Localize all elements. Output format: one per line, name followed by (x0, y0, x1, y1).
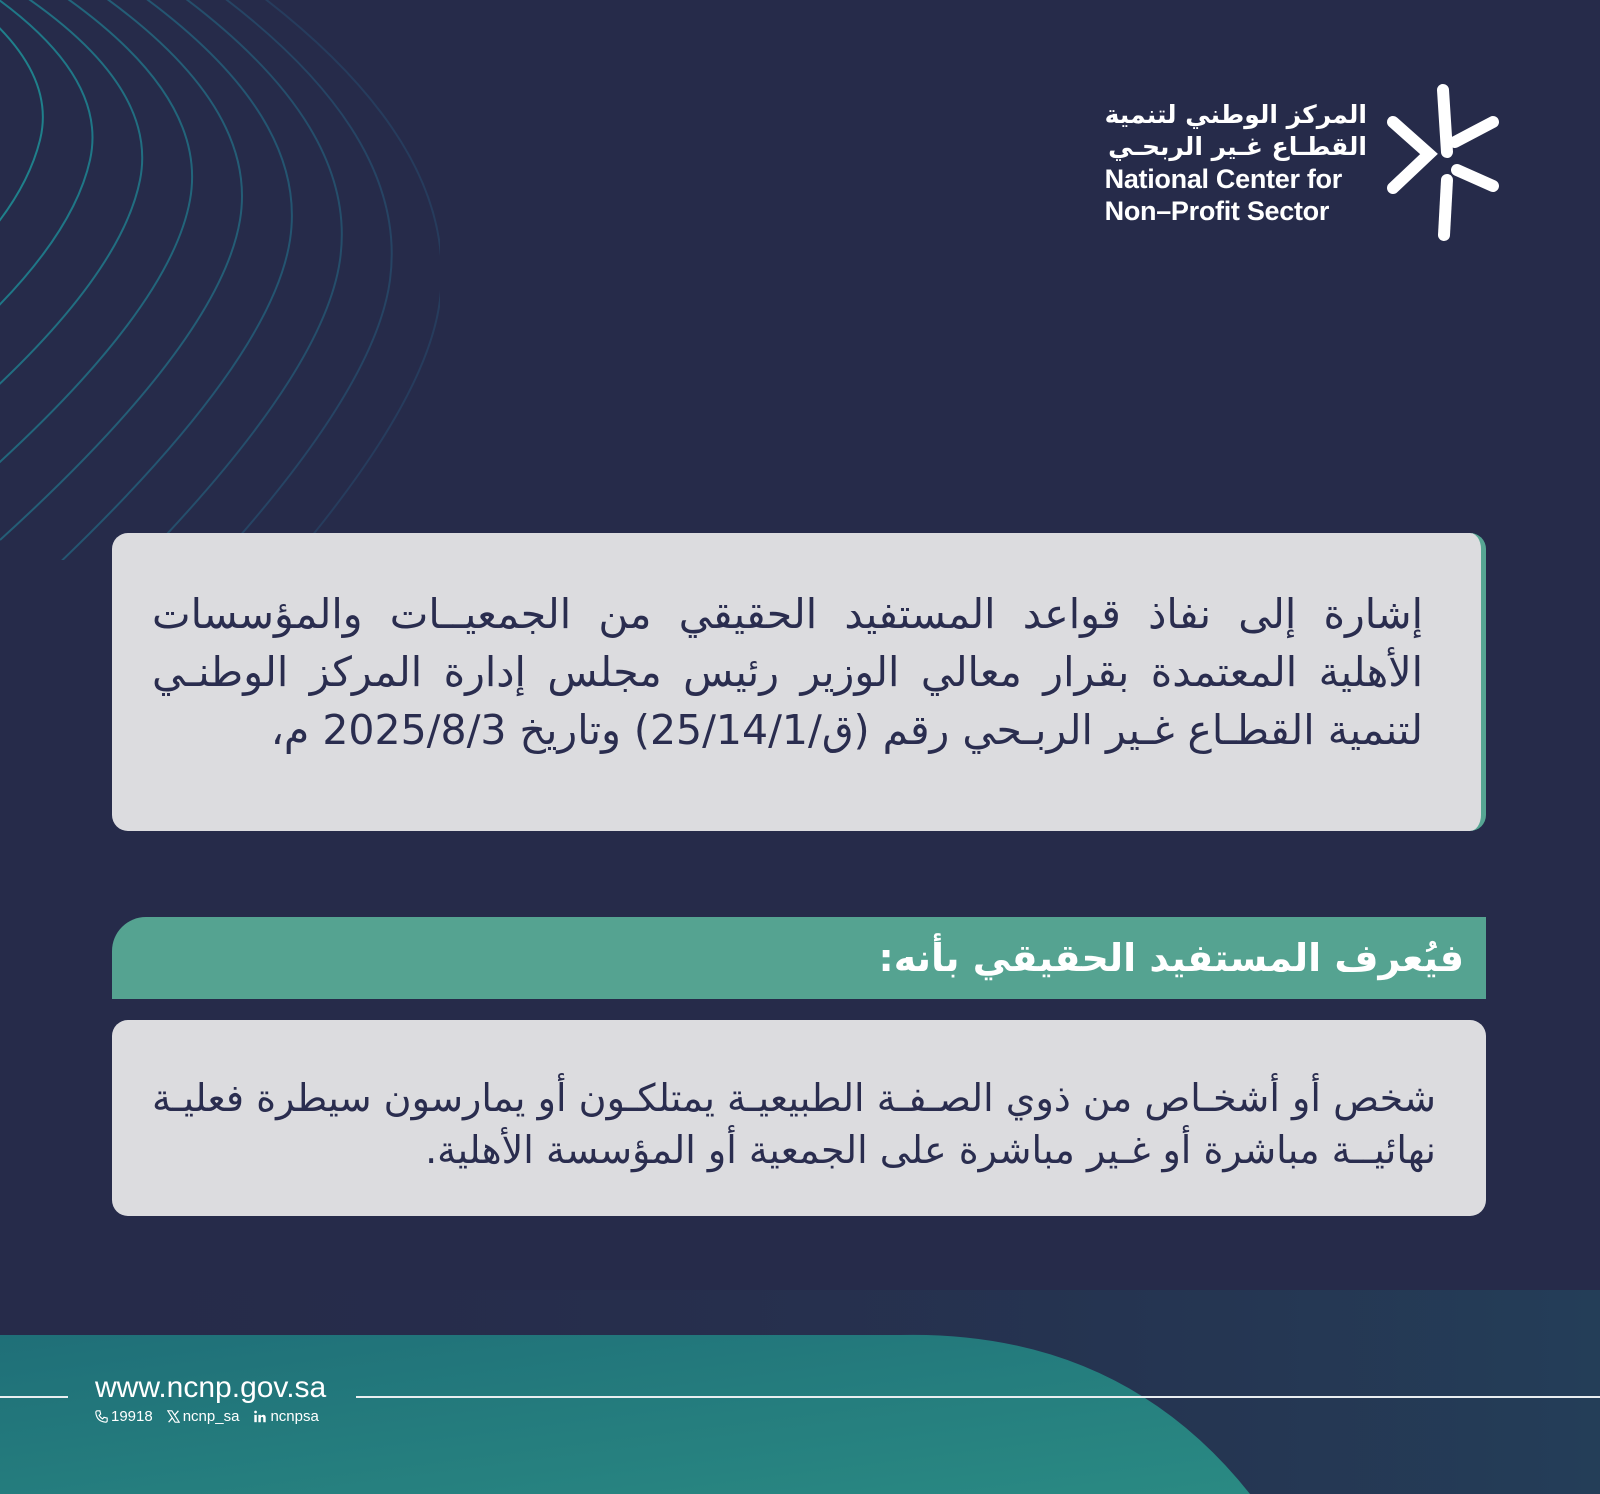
x-logo-icon (167, 1410, 180, 1423)
linkedin-contact[interactable] (253, 1408, 318, 1425)
footer-divider-right (356, 1396, 1600, 1398)
logo-arabic-line1: المركز الوطني لتنمية (1104, 99, 1367, 129)
phone-icon (95, 1410, 108, 1423)
definition-text: شخص أو أشخـاص من ذوي الصـفـة الطبيعيـة يمتلكـون أو يمارسون سيطرة فعليـة نهائيــة مباشرة أو غـير مباشرة على الجمعية أو المؤسسة الأهلية. (152, 1076, 1436, 1172)
social-contacts (95, 1408, 319, 1425)
x-contact[interactable] (167, 1408, 240, 1425)
intro-box (112, 533, 1486, 831)
definition-heading: فيُعرف المستفيد الحقيقي بأنه: (878, 936, 1464, 980)
logo-english-line2: Non–Profit Sector (1104, 195, 1330, 226)
website-link[interactable]: www.ncnp.gov.sa (95, 1371, 327, 1404)
phone-contact[interactable] (95, 1408, 153, 1425)
linkedin-handle: ncnpsa (270, 1408, 319, 1425)
logo-arabic-line2: القطـاع غـير الربحـي (1108, 131, 1367, 161)
logo-english-line1: National Center for (1104, 163, 1342, 194)
definition-box (112, 1020, 1486, 1216)
ncnp-logo (1105, 80, 1500, 245)
footer-divider-left (0, 1396, 68, 1398)
ncnp-emblem-icon (1385, 80, 1500, 245)
intro-text: إشارة إلى نفاذ قواعد المستفيد الحقيقي من الجمعيــات والمؤسسات الأهلية المعتمدة بقرار معالي الوزير رئيس مجلس إدارة المركز الوطنـي لتنمية القطـاع غـير الربـحي رقم (ق/25/14/1) وتاريخ 2025/8/3 م، (152, 590, 1423, 754)
phone-number: 19918 (111, 1408, 153, 1425)
logo-text (1105, 99, 1367, 227)
linkedin-icon (253, 1410, 267, 1423)
decorative-lines (0, 0, 440, 560)
x-handle: ncnp_sa (182, 1408, 240, 1425)
definition-banner (112, 917, 1486, 999)
